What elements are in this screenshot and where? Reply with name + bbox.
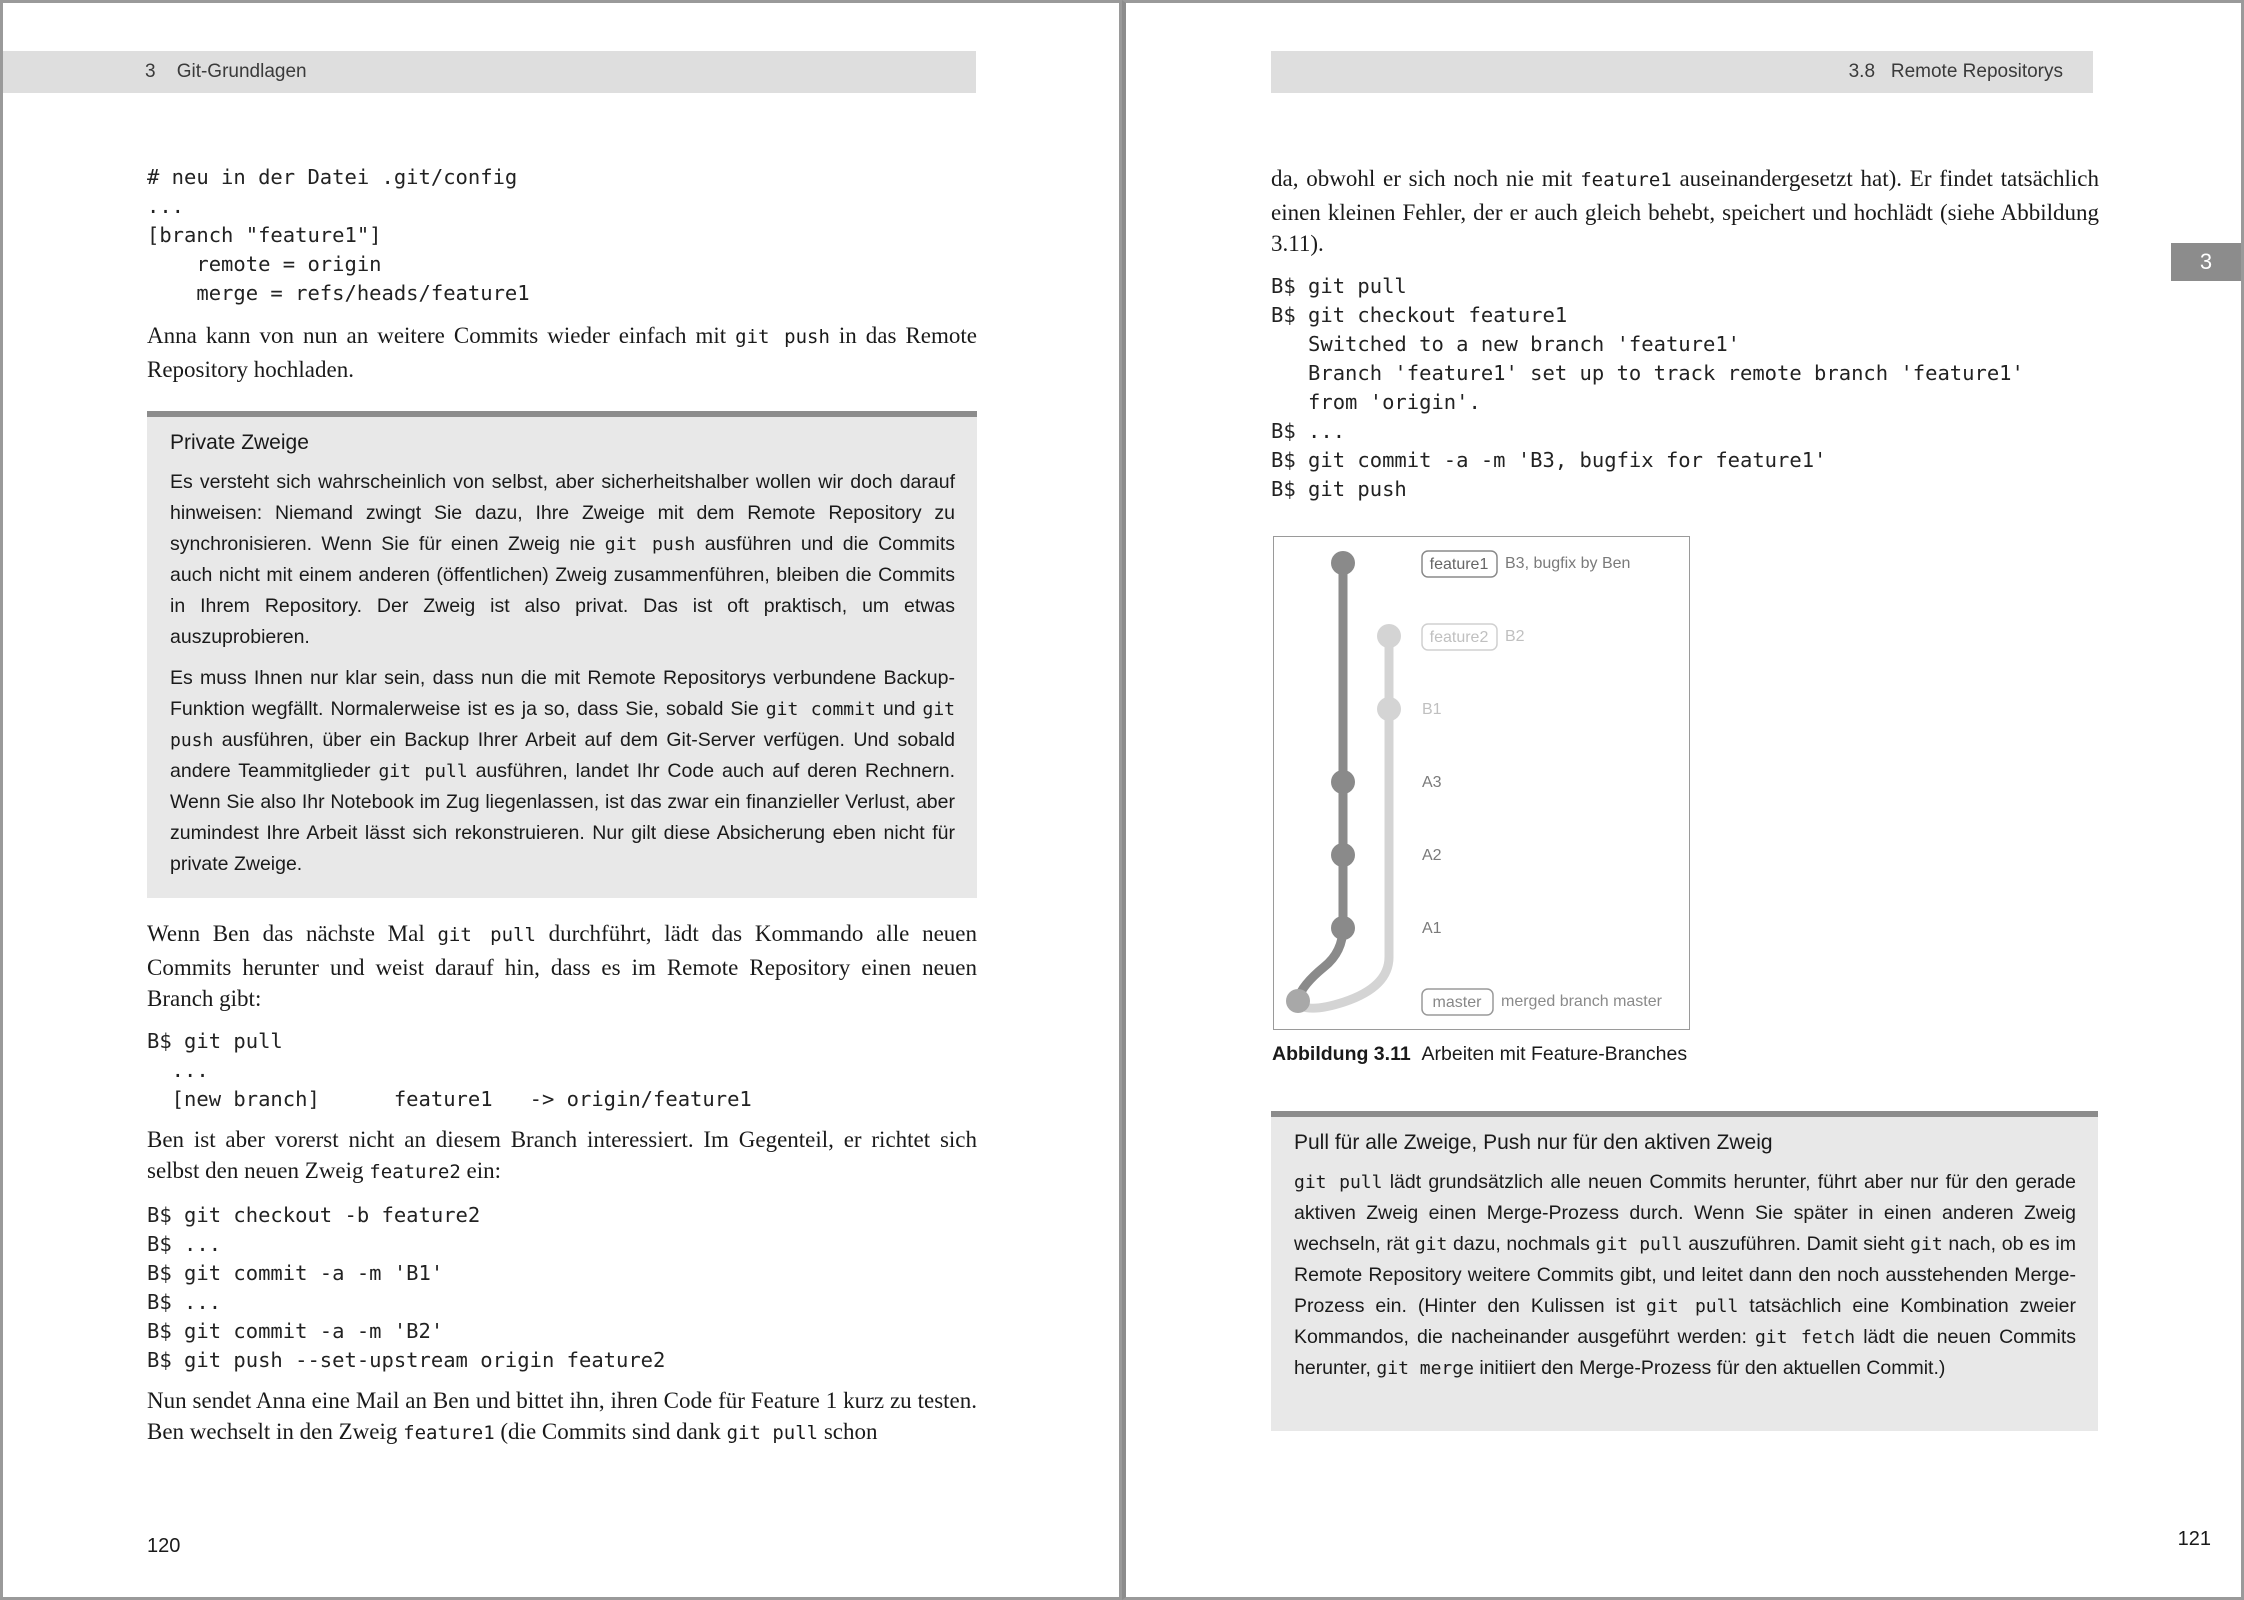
info-box-pull-push: [1271, 1111, 2098, 1431]
a3-label: A3: [1422, 774, 1442, 791]
code-block-feature2: B$ git checkout -b feature2 B$ ... B$ git commit -a -m 'B1' B$ ... B$ git commit -a -m 'B2' B$ git push --set-upstream origin feature2: [147, 1202, 666, 1372]
a2-label: A2: [1422, 847, 1442, 864]
running-header: [3, 51, 976, 93]
feature1-tag-label: feature1: [1429, 556, 1489, 573]
page-number: 121: [2177, 1528, 2211, 1550]
commit-b2-node: [1377, 624, 1401, 648]
merged-label: merged branch master: [1501, 993, 1662, 1010]
commit-master-node: [1286, 989, 1310, 1013]
running-header: [1271, 51, 2093, 93]
branch-diagram: [1274, 537, 1689, 1029]
page-number: 120: [147, 1535, 181, 1557]
chapter-number: 3: [145, 61, 156, 82]
commit-a2-node: [1331, 843, 1355, 867]
b3-label: B3, bugfix by Ben: [1505, 555, 1631, 572]
paragraph: Nun sendet Anna eine Mail an Ben und bittet ihn, ihren Code für Feature 1 kurz zu testen. Ben wechselt in den Zweig feature1 (die Commits sind dank git pull schon: [147, 1387, 977, 1444]
code-block-checkout: B$ git pull B$ git checkout feature1 Switched to a new branch 'feature1' Branch 'feature1' set up to track remote branch 'feature1' from 'origin'. B$ ... B$ git commit -a -m 'B3, bugfix for feature1' B$ git push: [1271, 273, 2024, 501]
b1-label: B1: [1422, 701, 1442, 718]
commit-a1-node: [1331, 916, 1355, 940]
section-title: Remote Repositorys: [1890, 61, 2063, 82]
caption-label: Abbildung 3.11: [1272, 1043, 1411, 1065]
figure-feature-branches: [1273, 536, 1690, 1030]
caption-text: Arbeiten mit Feature-Branches: [1421, 1043, 1688, 1065]
chapter-tab: 3: [2171, 243, 2241, 281]
a1-label: A1: [1422, 920, 1442, 937]
box-title: Pull für alle Zweige, Push nur für den aktiven Zweig: [1294, 1131, 1773, 1154]
master-tag-label: master: [1432, 994, 1482, 1011]
code-block-pull: B$ git pull ... [new branch] feature1 -> origin/feature1: [147, 1028, 752, 1111]
paragraph: Wenn Ben das nächste Mal git pull durchführt, lädt das Kommando alle neuen Commits herunter und weist darauf hin, dass es im Remote Repository einen neuen Branch gibt:: [147, 921, 978, 1011]
b2-label: B2: [1505, 628, 1525, 645]
inline-code: git push: [735, 326, 830, 348]
box-paragraph: Es muss Ihnen nur klar sein, dass nun die mit Remote Repositorys verbundene Backup-Funktion wegfällt. Normalerweise ist es ja so, dass Sie, sobald Sie git commit und git push ausführen, über ein Backup Ihrer Arbeit auf dem Git-Server verfügen. Und sobald andere Teammitglieder git pull ausführen, landet Ihr Code auch auf deren Rechnern. Wenn Sie also Ihr Notebook im Zug liegenlassen, ist das zwar ein finanzieller Verlust, aber zumindest Ihre Arbeit lässt sich rekonstruieren. Nur gilt diese Absicherung eben nicht für private Zweige.: [170, 667, 956, 875]
commit-a3-node: [1331, 770, 1355, 794]
info-box-private-branches: [147, 411, 977, 898]
right-content: [1271, 163, 2099, 504]
box-paragraph: Es versteht sich wahrscheinlich von selbst, aber sicherheitshalber wollen wir doch darauf hinweisen: Niemand zwingt Sie dazu, Ihre Zweige mit dem Remote Repository zu synchronisieren. Wenn Sie für einen Zweig nie git push ausführen und die Commits auch nicht mit einem anderen (öffentlichen) Zweig zusammenführen, bleiben die Commits in Ihrem Repository. Der Zweig ist also privat. Das ist oft praktisch, um etwas auszuprobieren.: [170, 471, 956, 648]
paragraph: Ben ist aber vorerst nicht an diesem Branch interessiert. Im Gegenteil, er richtet sich selbst den neuen Zweig feature2 ein:: [147, 1126, 977, 1183]
figure-caption: [1272, 1043, 1687, 1066]
code-block-config: # neu in der Datei .git/config ... [branch "feature1"] remote = origin merge = refs/heads/feature1: [147, 165, 530, 305]
paragraph: da, obwohl er sich noch nie mit feature1 auseinandergesetzt hat). Er findet tatsächlich einen kleinen Fehler, der er auch gleich behebt, speichert und hochlädt (siehe Abbildung 3.11).: [1271, 166, 2099, 256]
commit-b1-node: [1377, 697, 1401, 721]
paragraph: Anna kann von nun an weitere Commits wieder einfach mit git push in das Remote Repository hochladen.: [147, 323, 977, 382]
chapter-title: Git-Grundlagen: [176, 61, 307, 82]
feature2-tag-label: feature2: [1429, 629, 1489, 646]
box-paragraph: git pull lädt grundsätzlich alle neuen Commits herunter, führt aber nur für den gerade aktiven Zweig einen Merge-Prozess durch. Wenn Sie später in einen anderen Zweig wechseln, rät git dazu, nochmals git pull auszuführen. Damit sieht git nach, ob es im Remote Repository weitere Commits gibt, und leitet dann den noch ausstehenden Merge-Prozess ein. (Hinter den Kulissen ist git pull tatsächlich eine Kombination zweier Kommandos, die nacheinander ausgeführt werden: git fetch lädt die neuen Commits herunter, git merge initiiert den Merge-Prozess für den aktuellen Commit.): [1294, 1171, 2076, 1379]
left-content: [147, 163, 977, 1450]
box-title: Private Zweige: [170, 431, 309, 454]
section-number: 3.8: [1848, 61, 1876, 82]
right-page: [1122, 0, 2244, 1600]
commit-b3-node: [1331, 551, 1355, 575]
